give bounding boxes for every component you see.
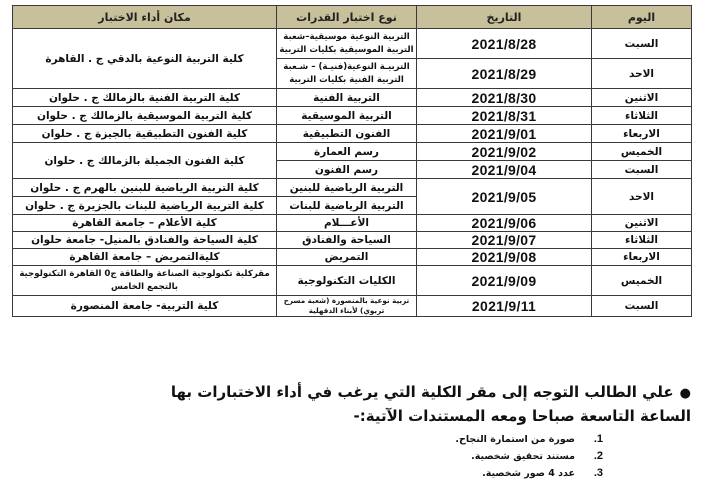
table-row <box>13 89 692 107</box>
date-cell: 2021/9/06 <box>417 215 592 232</box>
date-cell: 2021/9/01 <box>417 125 592 143</box>
date-cell: 2021/9/04 <box>417 161 592 179</box>
test-type-cell: التمريض <box>277 249 417 266</box>
list-text: مستند تحقيق شخصية. <box>471 451 575 462</box>
location-cell: كلية التربية- جامعة المنصورة <box>13 296 277 317</box>
table-row <box>13 107 692 125</box>
day-cell: الاحد <box>592 59 692 89</box>
instruction-main: علي الطالب التوجه إلى مقر الكلية التي يرغب في أداء الاختبارات بها الساعة التاسعة صباحا ومعه المستندات الآتية:- <box>170 383 691 425</box>
test-type-cell: رسم الفنون <box>277 161 417 179</box>
day-cell: الثلاثاء <box>592 232 692 249</box>
table-row <box>13 179 692 197</box>
date-cell: 2021/8/29 <box>417 59 592 89</box>
test-type-cell: التربيـة النوعية(فنيـة) – شـعبة التربية الفنية بكليات التربية <box>277 59 417 89</box>
location-cell: كلية التربية الرياضية للبنات بالجزيرة ج . حلوان <box>13 197 277 215</box>
test-type-cell: الكليات التكنولوجية <box>277 266 417 296</box>
test-type-cell: التربية الرياضية للبنين <box>277 179 417 197</box>
table-row <box>13 143 692 161</box>
location-cell: كلية التربية الرياضية للبنين بالهرم ج . حلوان <box>13 179 277 197</box>
table-row <box>13 232 692 249</box>
test-type-cell: تربية نوعية بالمنصورة (شعبة مسرح تربوي) لأبناء الدقهلية <box>277 296 417 317</box>
table-row <box>13 296 692 317</box>
date-cell: 2021/8/31 <box>417 107 592 125</box>
table-row <box>13 266 692 296</box>
day-cell: الاربعاء <box>592 249 692 266</box>
day-cell: الاربعاء <box>592 125 692 143</box>
list-number: 1. <box>593 433 603 445</box>
instructions-section <box>131 381 691 482</box>
day-cell: السبت <box>592 29 692 59</box>
test-type-cell: التربية الرياضية للبنات <box>277 197 417 215</box>
test-type-cell: السياحة والفنادق <box>277 232 417 249</box>
list-text: صورة من استمارة النجاح. <box>455 434 575 445</box>
day-cell: الخميس <box>592 143 692 161</box>
instruction-text <box>131 381 691 427</box>
table-row <box>13 249 692 266</box>
day-cell: الخميس <box>592 266 692 296</box>
day-cell: السبت <box>592 296 692 317</box>
date-cell: 2021/9/08 <box>417 249 592 266</box>
table-row <box>13 215 692 232</box>
test-type-cell: التربية النوعية موسيقية–شعبة التربية الموسيقية بكليات التربية <box>277 29 417 59</box>
list-number: 3. <box>593 467 603 479</box>
bullet-icon: ● <box>679 386 691 401</box>
location-cell: كلية السياحة والفنادق بالمنيل- جامعة حلوان <box>13 232 277 249</box>
list-number: 2. <box>593 450 603 462</box>
schedule-table-container <box>12 5 691 317</box>
header-date: التاريخ <box>417 6 592 29</box>
location-cell: مقركلية تكنولوجية الصناعة والطاقة ج0 القاهرة التكنولوجية بالتجمع الخامس <box>13 266 277 296</box>
location-cell: كلية الفنون التطبيقية بالجيزة ج . حلوان <box>13 125 277 143</box>
table-row <box>13 29 692 59</box>
test-type-cell: رسم العمارة <box>277 143 417 161</box>
location-cell: كليةالتمريض – جامعة القاهرة <box>13 249 277 266</box>
location-cell: كلية التربية الفنية بالزمالك ج . حلوان <box>13 89 277 107</box>
date-cell: 2021/8/28 <box>417 29 592 59</box>
test-type-cell: التربية الموسيقية <box>277 107 417 125</box>
date-cell: 2021/9/11 <box>417 296 592 317</box>
day-cell: الثلاثاء <box>592 107 692 125</box>
location-cell: كلية التربية النوعية بالدقي ج . القاهرة <box>13 29 277 89</box>
test-type-cell: التربية الفنية <box>277 89 417 107</box>
test-type-cell: الأعـــلام <box>277 215 417 232</box>
required-documents-list <box>131 431 691 482</box>
header-location: مكان أداء الاختبار <box>13 6 277 29</box>
day-cell: الاحد <box>592 179 692 215</box>
day-cell: الاثنين <box>592 215 692 232</box>
header-test-type: نوع اختبار القدرات <box>277 6 417 29</box>
day-cell: السبت <box>592 161 692 179</box>
schedule-table <box>12 5 692 317</box>
date-cell: 2021/8/30 <box>417 89 592 107</box>
day-cell: الاثنين <box>592 89 692 107</box>
list-item <box>131 465 603 482</box>
test-type-cell: الفنون التطبيقية <box>277 125 417 143</box>
date-cell: 2021/9/09 <box>417 266 592 296</box>
location-cell: كلية التربية الموسيقية بالزمالك ج . حلوان <box>13 107 277 125</box>
header-day: اليوم <box>592 6 692 29</box>
list-item <box>131 431 603 448</box>
date-cell: 2021/9/05 <box>417 179 592 215</box>
list-text: عدد 4 صور شخصية. <box>482 468 575 479</box>
table-row <box>13 125 692 143</box>
table-header-row <box>13 6 692 29</box>
list-item <box>131 448 603 465</box>
location-cell: كلية الفنون الجميلة بالزمالك ج . حلوان <box>13 143 277 179</box>
date-cell: 2021/9/02 <box>417 143 592 161</box>
date-cell: 2021/9/07 <box>417 232 592 249</box>
location-cell: كلية الأعلام – جامعة القاهرة <box>13 215 277 232</box>
